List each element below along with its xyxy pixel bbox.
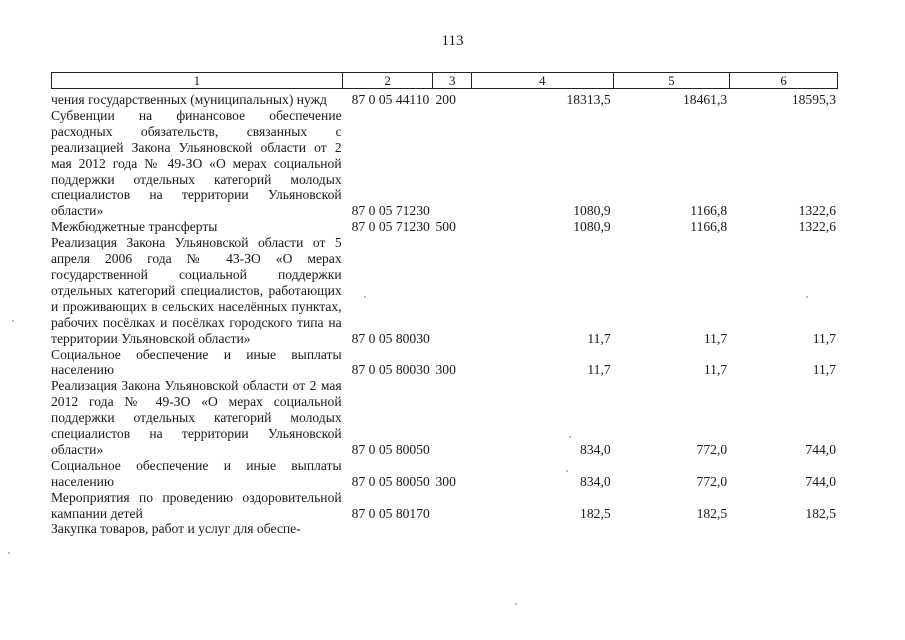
table-row <box>51 490 838 522</box>
row-value-6: 18595,3 <box>791 92 836 107</box>
row-value-4: 18313,5 <box>566 92 611 107</box>
scan-speck <box>364 296 366 298</box>
scan-speck <box>515 603 517 605</box>
row-value-4: 182,5 <box>580 505 611 521</box>
row-description: Закупка товаров, работ и услуг для обеспе- <box>51 521 301 537</box>
row-type: 300 <box>435 473 456 489</box>
page-number: 113 <box>441 33 464 49</box>
header-col-4: 4 <box>472 73 614 88</box>
row-value-5: 1166,8 <box>690 203 728 219</box>
row-type: 300 <box>435 362 456 378</box>
scan-speck <box>8 552 10 554</box>
scan-speck <box>12 320 14 322</box>
row-description: Социальное обеспечение и иные выплаты населению <box>51 457 342 489</box>
row-value-6: 11,7 <box>812 330 836 346</box>
row-value-5: 772,0 <box>696 441 728 457</box>
row-value-5: 18461,3 <box>682 92 728 107</box>
row-value-5: 182,5 <box>696 505 728 521</box>
row-value-6: 1322,6 <box>798 203 836 219</box>
scan-speck <box>806 296 808 298</box>
scan-speck <box>566 470 568 472</box>
row-value-5: 772,0 <box>696 473 728 489</box>
table-body <box>51 92 838 537</box>
header-col-3: 3 <box>433 73 472 88</box>
row-description: чения государственных (муниципальных) нужд <box>51 92 327 107</box>
table-row <box>51 235 838 346</box>
row-description: Межбюджетные трансферты <box>51 219 218 235</box>
row-value-4: 11,7 <box>587 330 611 346</box>
row-value-5: 1166,8 <box>690 219 728 235</box>
header-col-1: 1 <box>52 73 343 88</box>
scan-speck <box>569 436 571 438</box>
row-value-6: 744,0 <box>805 473 836 489</box>
row-code: 87 0 05 44110 <box>351 92 430 107</box>
row-code: 87 0 05 80050 <box>351 473 430 489</box>
table-header <box>51 72 838 89</box>
row-description: Реализация Закона Ульяновской области от 2 мая 2012 года № 49-ЗО «О мерах социальной поддержки отдельных категорий молодых специалистов на территории Ульяновской области» <box>51 378 342 457</box>
row-code: 87 0 05 71230 <box>351 219 430 235</box>
table-row <box>51 108 838 219</box>
row-type: 200 <box>435 92 456 107</box>
table-row <box>51 347 838 379</box>
row-description: Реализация Закона Ульяновской области от 5 апреля 2006 года № 43-ЗО «О мерах государственной социальной поддержки отдельных категорий специалистов, работающих и проживающих в сельских населённых пунктах, рабочих посёлках и посёлках городского типа на территории Ульяновской области» <box>51 235 342 346</box>
row-value-4: 1080,9 <box>573 203 611 219</box>
table-row <box>51 521 838 537</box>
row-code: 87 0 05 80050 <box>351 441 430 457</box>
table-row <box>51 92 838 108</box>
row-description: Социальное обеспечение и иные выплаты населению <box>51 346 342 378</box>
row-code: 87 0 05 80170 <box>351 505 430 521</box>
row-value-6: 744,0 <box>805 441 836 457</box>
row-code: 87 0 05 71230 <box>351 203 430 219</box>
header-col-2: 2 <box>343 73 434 88</box>
row-description: Субвенции на финансовое обеспечение расходных обязательств, связанных с реализацией Закона Ульяновской области от 2 мая 2012 года № 49-ЗО «О мерах социальной поддержки отдельных категорий молодых специалистов на территории Ульяновской области» <box>51 107 342 219</box>
row-value-4: 834,0 <box>580 473 611 489</box>
row-code: 87 0 05 80030 <box>351 362 430 378</box>
table-row <box>51 378 838 458</box>
row-description: Мероприятия по проведению оздоровительной кампании детей <box>51 489 342 521</box>
row-value-6: 182,5 <box>805 505 836 521</box>
row-value-4: 1080,9 <box>573 219 611 235</box>
row-value-6: 11,7 <box>812 362 836 378</box>
row-type: 500 <box>435 219 456 235</box>
row-value-5: 11,7 <box>703 362 728 378</box>
row-value-4: 11,7 <box>587 362 611 378</box>
table-row <box>51 458 838 490</box>
header-col-6: 6 <box>780 73 787 88</box>
row-value-4: 834,0 <box>580 441 611 457</box>
row-value-6: 1322,6 <box>798 219 836 235</box>
row-value-5: 11,7 <box>703 330 728 346</box>
table-row <box>51 219 838 235</box>
row-code: 87 0 05 80030 <box>351 330 430 346</box>
header-col-5: 5 <box>614 73 731 88</box>
